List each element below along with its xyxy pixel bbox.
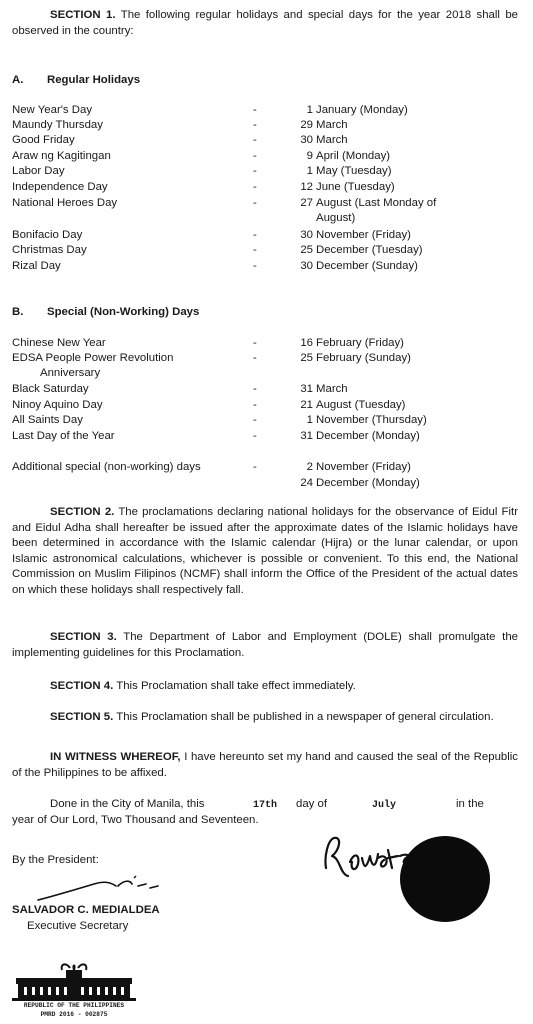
holiday-row (12, 243, 518, 258)
holiday-row (12, 196, 518, 211)
section-3-heading: SECTION 3. (50, 631, 117, 643)
dash: - (253, 119, 257, 131)
secretary-name: SALVADOR C. MEDIALDEA (12, 904, 160, 916)
section-1 (12, 8, 518, 39)
holiday-row (12, 133, 518, 148)
holiday-date: February (Sunday) (316, 352, 411, 364)
holiday-row (12, 476, 518, 491)
done-suffix: year of Our Lord, Two Thousand and Seventeen. (12, 814, 259, 826)
logo-caption: REPUBLIC OF THE PHILIPPINES (23, 1002, 125, 1009)
dash: - (253, 134, 257, 146)
section-4 (12, 679, 518, 695)
dash: - (253, 414, 257, 426)
holiday-date: August) (316, 212, 356, 224)
holiday-day: 25 (300, 244, 313, 256)
holiday-day: 27 (300, 197, 313, 209)
holiday-row (12, 103, 518, 118)
secretary-title: Executive Secretary (27, 920, 129, 932)
holiday-row (12, 413, 518, 428)
holiday-row (12, 398, 518, 413)
holiday-day: 31 (300, 430, 313, 442)
section-4-text: This Proclamation shall take effect immediately. (116, 680, 356, 692)
regular-title: Regular Holidays (47, 74, 141, 86)
holiday-day: 24 (300, 477, 313, 489)
holiday-row (12, 351, 518, 366)
holiday-name: Maundy Thursday (12, 119, 103, 131)
section-3 (12, 630, 518, 661)
done-prefix: Done in the City of Manila, this (50, 798, 205, 810)
holiday-day: 9 (306, 150, 313, 162)
holiday-day: 31 (300, 383, 313, 395)
special-title: Special (Non-Working) Days (47, 306, 200, 318)
holiday-date: December (Tuesday) (316, 244, 423, 256)
holiday-name: Bonifacio Day (12, 229, 83, 241)
holiday-day: 21 (300, 399, 313, 411)
holiday-name: Anniversary (40, 367, 101, 379)
dash: - (253, 383, 257, 395)
holiday-date: November (Friday) (316, 461, 411, 473)
holiday-date: March (316, 383, 348, 395)
dash: - (253, 104, 257, 116)
secretary-signature (34, 870, 164, 904)
section-5 (12, 710, 518, 726)
holiday-date: May (Tuesday) (316, 165, 392, 177)
holiday-date: November (Thursday) (316, 414, 427, 426)
holiday-day: 25 (300, 352, 313, 364)
done-day: 17th (253, 800, 278, 811)
dash: - (253, 352, 257, 364)
holiday-name: Chinese New Year (12, 337, 106, 349)
special-letter: B. (12, 306, 24, 318)
seal-stamp (400, 836, 490, 922)
witness-heading: IN WITNESS WHEREOF, (50, 751, 181, 763)
holiday-day: 16 (300, 337, 313, 349)
done-month: July (372, 800, 397, 811)
malacanang-logo (10, 960, 138, 1020)
holiday-name: Araw ng Kagitingan (12, 150, 111, 162)
holiday-name: Additional special (non-working) days (12, 461, 201, 473)
section-2-text: The proclamations declaring national holidays for the observance of Eidul Fitr and Eidul Adha shall hereafter be issued after the approximate dates of the Islamic holidays have been determined in accordance with the Islamic calendar (Hijra) or the lunar calendar, or upon Islamic astronomical calculations, whichever is possible or convenient. To this end, the National Commission on Muslim Filipinos (NCMF) shall inform the Office of the President of the actual dates on which these holidays shall respectively fall. (12, 506, 519, 596)
section-3-text: The Department of Labor and Employment (DOLE) shall promulgate the implementing guidelines for this Proclamation. (12, 631, 518, 659)
holiday-day: 29 (300, 119, 313, 131)
holiday-date: January (Monday) (316, 104, 408, 116)
holiday-date: April (Monday) (316, 150, 391, 162)
dash: - (253, 150, 257, 162)
by-the-president: By the President: (12, 854, 99, 866)
dash: - (253, 244, 257, 256)
holiday-date: June (Tuesday) (316, 181, 395, 193)
holiday-date: December (Monday) (316, 477, 420, 489)
dash: - (253, 165, 257, 177)
holiday-row (12, 366, 518, 381)
holiday-name: Christmas Day (12, 244, 87, 256)
holiday-row (12, 460, 518, 475)
dash: - (253, 229, 257, 241)
holiday-day: 30 (300, 229, 313, 241)
holiday-date: December (Sunday) (316, 260, 418, 272)
holiday-day: 1 (306, 414, 313, 426)
holiday-name: All Saints Day (12, 414, 83, 426)
holiday-row (12, 429, 518, 444)
dash: - (253, 197, 257, 209)
holiday-date: March (316, 119, 348, 131)
holiday-date: August (Last Monday of (316, 197, 437, 209)
holiday-row (12, 149, 518, 164)
witness-paragraph (12, 750, 518, 781)
holiday-name: Black Saturday (12, 383, 89, 395)
dash: - (253, 430, 257, 442)
holiday-row (12, 259, 518, 274)
logo-code: PMRD 2016 - 002875 (40, 1011, 108, 1018)
holiday-date: August (Tuesday) (316, 399, 406, 411)
section-1-heading: SECTION 1. (50, 9, 116, 21)
holiday-row (12, 228, 518, 243)
dash: - (253, 461, 257, 473)
holiday-name: Labor Day (12, 165, 65, 177)
holiday-row (12, 118, 518, 133)
holiday-row (12, 164, 518, 179)
holiday-date: December (Monday) (316, 430, 420, 442)
holiday-row (12, 180, 518, 195)
section-1-text: The following regular holidays and special days for the year 2018 shall be observed in the country: (12, 9, 518, 37)
holiday-day: 30 (300, 260, 313, 272)
holiday-name: Last Day of the Year (12, 430, 115, 442)
holiday-date: November (Friday) (316, 229, 411, 241)
holiday-day: 12 (300, 181, 313, 193)
witness-text: I have hereunto set my hand and caused the seal of the Republic of the Philippines to be affixed. (12, 751, 519, 779)
holiday-row (12, 382, 518, 397)
dash: - (253, 260, 257, 272)
regular-letter: A. (12, 74, 24, 86)
holiday-name: Ninoy Aquino Day (12, 399, 103, 411)
section-2 (12, 505, 518, 599)
holiday-row (12, 336, 518, 351)
dash: - (253, 399, 257, 411)
holiday-row (12, 211, 518, 226)
dash: - (253, 337, 257, 349)
holiday-day: 1 (306, 165, 313, 177)
holiday-name: New Year's Day (12, 104, 93, 116)
holiday-day: 30 (300, 134, 313, 146)
dash: - (253, 181, 257, 193)
section-5-text: This Proclamation shall be published in a newspaper of general circulation. (116, 711, 494, 723)
section-4-heading: SECTION 4. (50, 680, 114, 692)
section-5-heading: SECTION 5. (50, 711, 114, 723)
holiday-name: Rizal Day (12, 260, 61, 272)
holiday-name: EDSA People Power Revolution (12, 352, 174, 364)
holiday-name: National Heroes Day (12, 197, 118, 209)
done-dayof: day of (296, 798, 328, 810)
holiday-date: March (316, 134, 348, 146)
holiday-day: 2 (306, 461, 313, 473)
section-2-heading: SECTION 2. (50, 506, 115, 518)
done-inthe: in the (456, 798, 484, 810)
holiday-date: February (Friday) (316, 337, 404, 349)
holiday-name: Good Friday (12, 134, 75, 146)
holiday-name: Independence Day (12, 181, 108, 193)
palace-icon (10, 960, 138, 1002)
holiday-day: 1 (306, 104, 313, 116)
